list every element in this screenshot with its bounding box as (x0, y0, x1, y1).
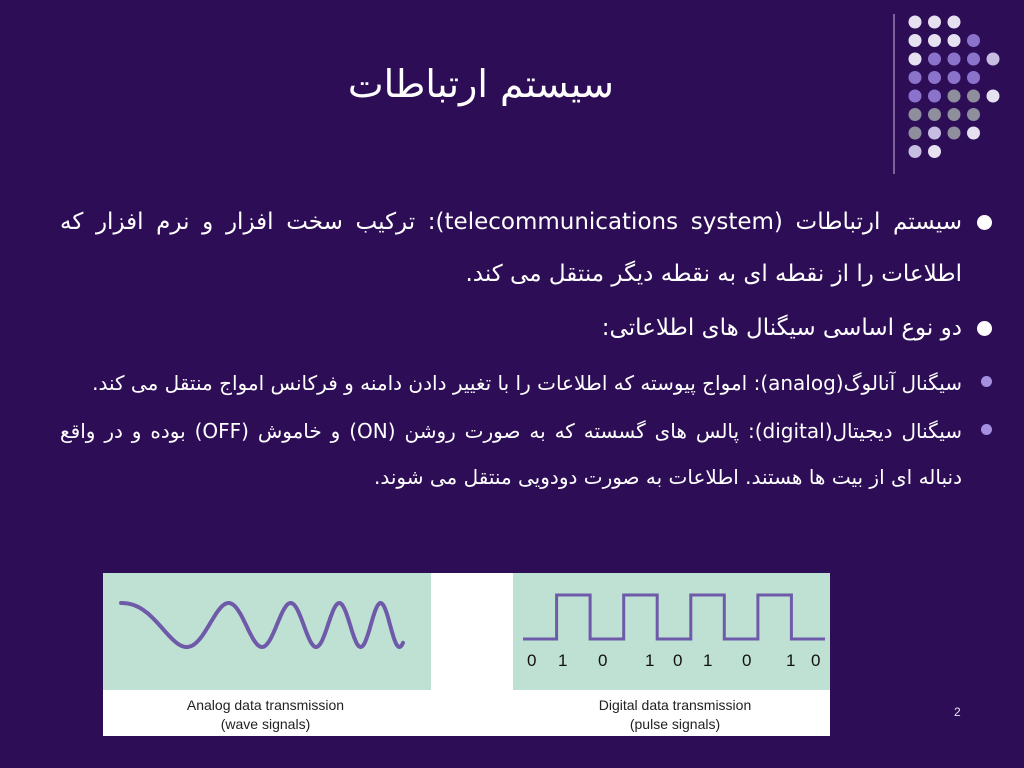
bit-label: 1 (703, 651, 713, 670)
decorative-dot (909, 90, 922, 103)
bit-sequence (513, 651, 830, 673)
bullet-icon (977, 321, 992, 336)
sub-bullet-analog: سیگنال آنالوگ(analog): امواج پیوسته که اطلاعات را با تغییر دادن دامنه و فرکانس امواج منتقل می کند. (60, 360, 962, 406)
bit-label: 0 (742, 651, 752, 670)
bullet-telecommunications-definition: سیستم ارتباطات (telecommunications system): ترکیب سخت افزار و نرم افزار که اطلاعات را از نقطه ای به نقطه دیگر منتقل می کند. (60, 196, 962, 300)
bit-label: 1 (558, 651, 568, 670)
decorative-dot (948, 53, 961, 66)
signal-transmission-figure (103, 573, 830, 736)
decorative-dot (909, 145, 922, 158)
decorative-dot (909, 34, 922, 47)
analog-wave-line (121, 603, 403, 647)
decorative-dot-grid (905, 14, 1015, 164)
bit-label: 0 (527, 651, 537, 670)
decorative-dot (948, 90, 961, 103)
bit-label: 1 (786, 651, 796, 670)
decorative-dot (909, 127, 922, 140)
decorative-dot (909, 108, 922, 121)
decorative-dot (967, 34, 980, 47)
decorative-dot (928, 90, 941, 103)
sub-bullet-icon (981, 376, 992, 387)
decorative-dot (928, 16, 941, 29)
decorative-dot (967, 71, 980, 84)
bit-label: 0 (811, 651, 821, 670)
decorative-dot (909, 16, 922, 29)
decorative-dot (987, 53, 1000, 66)
bullet-signal-types: دو نوع اساسی سیگنال های اطلاعاتی: (60, 302, 962, 354)
title-divider-line (893, 14, 895, 174)
decorative-dot (928, 71, 941, 84)
decorative-dot (948, 34, 961, 47)
decorative-dot (909, 71, 922, 84)
page-title: سیستم ارتباطات (347, 62, 614, 106)
bit-label: 0 (673, 651, 683, 670)
decorative-dot (948, 16, 961, 29)
decorative-dot (948, 108, 961, 121)
decorative-dot (928, 108, 941, 121)
decorative-dot (967, 90, 980, 103)
decorative-dot (967, 127, 980, 140)
decorative-dot (948, 71, 961, 84)
decorative-dot (948, 127, 961, 140)
digital-pulse-line (523, 595, 825, 639)
digital-caption: Digital data transmission (pulse signals) (598, 697, 752, 732)
bit-label: 1 (645, 651, 655, 670)
decorative-dot (928, 34, 941, 47)
page-number: 2 (954, 705, 961, 719)
decorative-dot (967, 53, 980, 66)
decorative-dot (909, 53, 922, 66)
slide-body (60, 196, 962, 500)
sub-bullet-digital: سیگنال دیجیتال(digital): پالس های گسسته که به صورت روشن (ON) و خاموش (OFF) بوده و در واقع دنباله ای از بیت ها هستند. اطلاعات به صورت دودویی منتقل می شوند. (60, 408, 962, 500)
decorative-dot (928, 145, 941, 158)
decorative-dot (987, 90, 1000, 103)
decorative-dot (967, 108, 980, 121)
analog-caption: Analog data transmission (wave signals) (186, 697, 345, 732)
bit-label: 0 (598, 651, 608, 670)
sub-bullet-icon (981, 424, 992, 435)
decorative-dot (928, 53, 941, 66)
decorative-dot (928, 127, 941, 140)
bullet-icon (977, 215, 992, 230)
